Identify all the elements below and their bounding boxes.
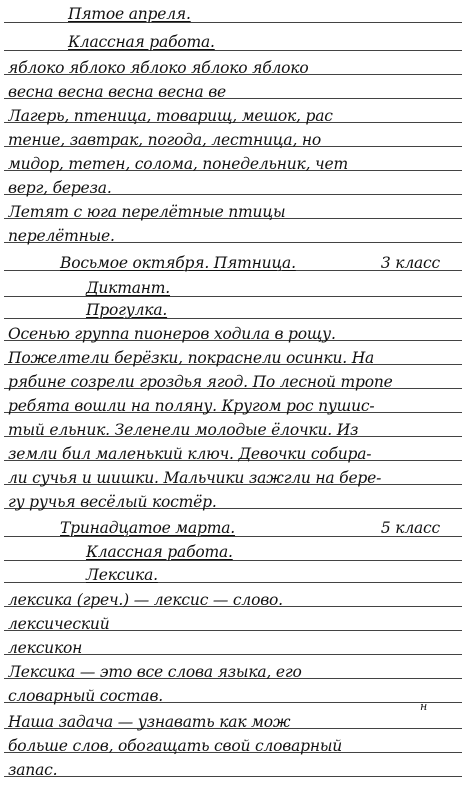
handwriting-line: Лексика — это все слова языка, его xyxy=(8,663,302,681)
handwriting-line: лексический xyxy=(8,615,110,633)
superscript-correction: н xyxy=(420,700,428,713)
handwriting-line: гу ручья весёлый костёр. xyxy=(8,493,217,511)
handwriting-line: Осенью группа пионеров ходила в рощу. xyxy=(8,325,336,343)
handwriting-line: Лагерь, птеница, товарищ, мешок, рас xyxy=(8,107,333,125)
handwriting-line: тый ельник. Зеленели молодые ёлочки. Из xyxy=(8,421,359,439)
handwriting-line: Пожелтели берёзки, покраснели осинки. На xyxy=(8,349,375,367)
handwriting-line: земли бил маленький ключ. Девочки собира- xyxy=(8,445,372,463)
handwriting-line: Наша задача — узнавать как мож xyxy=(8,713,291,731)
class-work-heading-1: Классная работа. xyxy=(68,33,215,51)
handwriting-line: весна весна весна весна ве xyxy=(8,83,227,101)
grade-label-1: 3 класс xyxy=(380,254,440,272)
handwriting-line: больше слов, обогащать свой словарный xyxy=(8,737,343,755)
date-heading-1: Пятое апреля. xyxy=(68,5,191,23)
handwriting-line: ли сучья и шишки. Мальчики зажгли на бере- xyxy=(8,469,382,487)
handwriting-line: лексика (греч.) — лексис — слово. xyxy=(8,591,283,609)
title-walk: Прогулка. xyxy=(86,301,168,319)
handwriting-line: словарный состав. xyxy=(8,687,163,705)
dictation-heading: Диктант. xyxy=(86,279,171,297)
date-heading-3-text: Тринадцатое марта. xyxy=(60,519,235,537)
handwriting-line: мидор, тетен, солома, понедельник, чет xyxy=(8,155,348,173)
title-lexis: Лексика. xyxy=(86,566,158,584)
date-heading-2-text: Восьмое октября. Пятница. xyxy=(60,254,296,272)
handwriting-line: рябине созрели гроздья ягод. По лесной тропе xyxy=(8,373,393,391)
handwriting-line: яблоко яблоко яблоко яблоко яблоко xyxy=(8,59,309,77)
handwriting-line: запас. xyxy=(8,761,58,779)
date-heading-2 xyxy=(8,251,460,275)
handwriting-line: перелётные. xyxy=(8,227,115,245)
handwriting-line: Летят с юга перелётные птицы xyxy=(8,203,286,221)
handwriting-line: верг, береза. xyxy=(8,179,112,197)
handwriting-line: ребята вошли на поляну. Кругом рос пушис- xyxy=(8,397,375,415)
grade-label-2: 5 класс xyxy=(380,519,440,537)
handwriting-line: тение, завтрак, погода, лестница, но xyxy=(8,131,322,149)
date-heading-3 xyxy=(8,516,460,540)
handwriting-line: лексикон xyxy=(8,639,83,657)
class-work-heading-2: Классная работа. xyxy=(86,543,233,561)
